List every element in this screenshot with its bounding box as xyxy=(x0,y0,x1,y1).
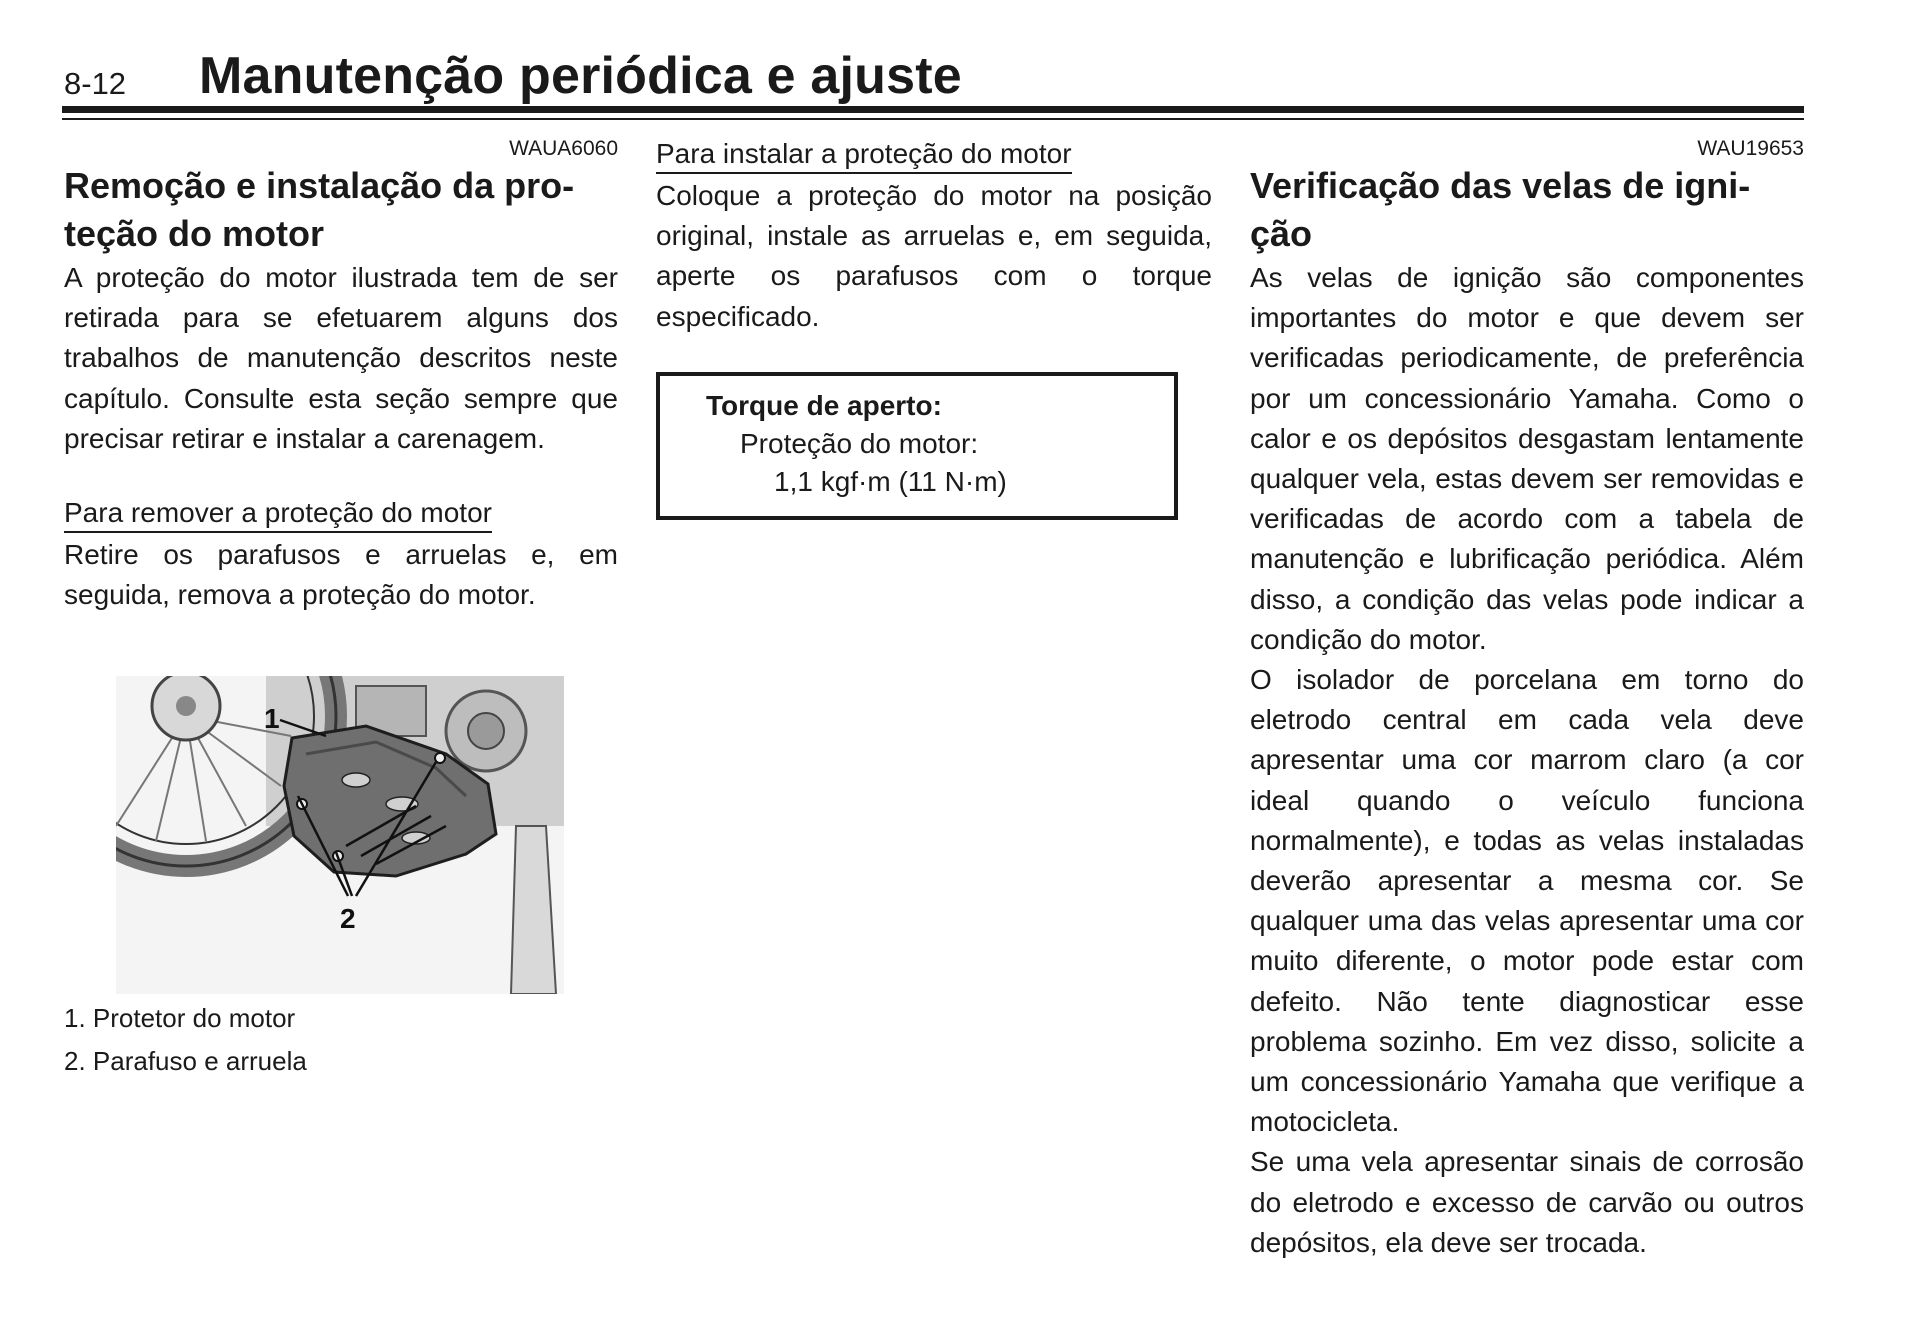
figure-caption-2: 2. Parafuso e arruela xyxy=(64,1046,307,1076)
install-subheading: Para instalar a proteção do motor xyxy=(656,136,1072,174)
intro-paragraph: A proteção do motor ilustrada tem de ser retirada para se efetuarem alguns dos trabalhos de manutenção descritos neste capítulo. Consulte esta seção sempre que precisar retirar e instalar a carenagem. xyxy=(64,262,618,454)
callout-2: 2 xyxy=(340,903,356,934)
spark-plug-paragraph-1: As velas de ignição são componentes importantes do motor e que devem ser verificadas periodicamente, de preferência por um concessionário Yamaha. Como o calor e os depósitos desgastam lentamente qualquer vela, estas devem ser removidas e verificadas de acordo com a tabela de manutenção e lubrificação periódica. Além disso, a condição das velas pode indicar a condição do motor. xyxy=(1250,262,1804,655)
section-heading-line1: Verificação das velas de igni- xyxy=(1250,165,1751,206)
header-rule-thick xyxy=(62,106,1804,113)
remove-paragraph: Retire os parafusos e arruelas e, em seguida, remova a proteção do motor. xyxy=(64,539,618,611)
torque-item: Proteção do motor: xyxy=(740,428,979,459)
torque-box xyxy=(656,372,1178,520)
page-title: Manutenção periódica e ajuste xyxy=(199,47,962,105)
section-heading-line2: teção do motor xyxy=(64,213,325,254)
section-heading-line2: ção xyxy=(1250,213,1313,254)
section-heading-line1: Remoção e instalação da pro- xyxy=(64,165,575,206)
engine-guard-illustration xyxy=(116,676,564,994)
page-number: 8-12 xyxy=(64,66,127,101)
header-rule-thin xyxy=(62,118,1804,120)
spark-plug-paragraph-2: O isolador de porcelana em torno do eletrodo central em cada vela deve apresentar uma cor marrom claro (a cor ideal quando o veículo funciona normalmente), e todas as velas instaladas deverão apresentar a mesma cor. Se qualquer uma das velas apresentar uma cor muito diferente, o motor pode estar com defeito. Não tente diagnosticar esse problema sozinho. Em vez disso, solicite a um concessionário Yamaha que verifique a motocicleta. xyxy=(1250,664,1804,1138)
column-middle xyxy=(656,136,1212,337)
page-header xyxy=(62,38,1804,122)
torque-title: Torque de aperto: xyxy=(706,390,942,421)
section-code: WAU19653 xyxy=(1697,137,1804,160)
install-paragraph: Coloque a proteção do motor na posição original, instale as arruelas e, em seguida, aperte os parafusos com o torque especificado. xyxy=(656,180,1212,332)
spark-plug-paragraph-3: Se uma vela apresentar sinais de corrosão do eletrodo e excesso de carvão ou outros depósitos, ela deve ser trocada. xyxy=(1250,1146,1804,1258)
engine-guard-figure xyxy=(116,676,564,994)
column-right xyxy=(1250,136,1804,1263)
torque-value: 1,1 kgf·m (11 N·m) xyxy=(774,466,1007,497)
column-left xyxy=(64,136,618,615)
remove-subheading: Para remover a proteção do motor xyxy=(64,495,492,533)
section-code: WAUA6060 xyxy=(509,137,618,160)
callout-1: 1 xyxy=(264,703,280,734)
figure-caption-1: 1. Protetor do motor xyxy=(64,1003,296,1033)
